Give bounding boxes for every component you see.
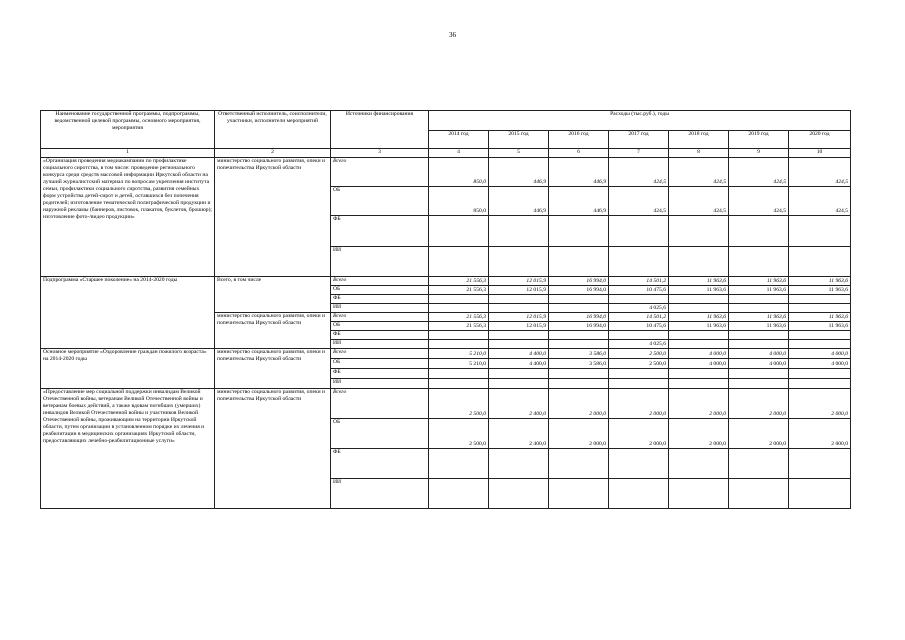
value-cell [669,379,729,389]
value-cell: 424,5 [729,158,789,187]
value-cell: 14 501,2 [609,313,669,322]
year-cell: 2017 год [609,131,669,149]
value-cell: 4 000,0 [669,349,729,359]
source-cell: ОБ [331,187,429,216]
value-cell: 2 000,0 [669,419,729,449]
year-cell: 2015 год [489,131,549,149]
expenses-table [40,110,851,509]
value-cell [489,331,549,340]
year-cell: 2016 год [549,131,609,149]
value-cell [789,479,851,509]
value-cell: 11 963,6 [729,277,789,286]
page-number: 36 [449,31,456,39]
program-name-cell: «Организация проведения медиакампании по профилактике социального сиротства, в том числе: проведение регионального конкурса среди средств массовой информации Иркутской области на лучший журналистский материал по вопросам укрепления института семьи, профилактики социального сиротства, развития семейных форм устройства детей-сирот и детей, оставшихся без попечения родителей; изготовление тематической полиграфической продукции и наружной рекламы (баннеров, листовок, плакатов, буклетов, брошюр); изготовление фото-/видео продукции» [41,158,215,277]
value-cell [729,479,789,509]
value-cell: 14 501,2 [609,277,669,286]
value-cell: 424,5 [609,187,669,216]
header-source: Источники финансирования [331,111,429,149]
value-cell: 2 000,0 [729,389,789,419]
value-cell: 12 015,9 [489,313,549,322]
value-cell [669,331,729,340]
value-cell [729,379,789,389]
value-cell [789,379,851,389]
value-cell [489,304,549,313]
value-cell: 2 000,0 [729,419,789,449]
value-cell [549,304,609,313]
value-cell: 21 556,3 [429,322,489,331]
value-cell [789,216,851,247]
value-cell [669,369,729,379]
value-cell: 446,9 [489,158,549,187]
value-cell [489,449,549,479]
value-cell [609,379,669,389]
value-cell: 424,5 [669,187,729,216]
value-cell [429,449,489,479]
col-number: 1 [41,149,215,158]
value-cell: 850,0 [429,158,489,187]
value-cell: 4 025,6 [609,304,669,313]
program-name-cell: «Предоставление мер социальной поддержки инвалидам Великой Отечественной войны, ветеранам Великой Отечественной войны и ветеранам боевых действий, а также вдовам погибших (умерших) инвалидов Великой Отечественной войны и участников Великой Отечественной войны, проживающим на территории Иркутской области, путем организации в установленном порядке их лечения и реабилитации в медицинских организациях Иркутской области, предоставляющих лечебно-реабилитационные услуги» [41,389,215,509]
value-cell [669,449,729,479]
source-cell: Всего [331,158,429,187]
value-cell [429,304,489,313]
value-cell: 3 586,0 [549,349,609,359]
value-cell [549,216,609,247]
value-cell: 2 000,0 [669,389,729,419]
value-cell: 11 963,6 [729,313,789,322]
value-cell [489,340,549,349]
source-cell: Всего [331,313,429,322]
value-cell [489,295,549,304]
value-cell [669,479,729,509]
value-cell [669,247,729,277]
value-cell [729,304,789,313]
header-expenses: Расходы (тыс.руб.), годы [429,111,851,131]
value-cell: 2 500,0 [429,389,489,419]
value-cell [789,340,851,349]
value-cell [429,331,489,340]
value-cell [789,304,851,313]
value-cell [549,479,609,509]
value-cell: 11 963,6 [789,286,851,295]
value-cell [729,340,789,349]
value-cell [729,216,789,247]
value-cell [789,331,851,340]
value-cell [729,449,789,479]
source-cell: ФБ [331,449,429,479]
value-cell [549,247,609,277]
source-cell: ИИ [331,340,429,349]
value-cell [729,331,789,340]
source-cell: ФБ [331,295,429,304]
value-cell: 16 994,0 [549,313,609,322]
col-number: 4 [429,149,489,158]
value-cell: 21 556,3 [429,286,489,295]
value-cell [669,295,729,304]
value-cell: 446,9 [489,187,549,216]
value-cell [429,340,489,349]
value-cell [609,479,669,509]
value-cell: 12 015,9 [489,286,549,295]
value-cell: 11 963,6 [729,286,789,295]
col-number: 6 [549,149,609,158]
source-cell: ФБ [331,331,429,340]
executor-cell: министерство социального развития, опеки и попечительства Иркутской области [215,158,331,277]
value-cell: 850,0 [429,187,489,216]
source-cell: Всего [331,349,429,359]
value-cell [489,479,549,509]
year-cell: 2018 год [669,131,729,149]
value-cell [729,369,789,379]
value-cell [429,295,489,304]
value-cell: 2 500,0 [609,349,669,359]
program-name-cell: Подпрограмма «Старшее поколение» на 2014-2020 годы [41,277,215,349]
col-number: 9 [729,149,789,158]
value-cell: 424,5 [789,158,851,187]
value-cell: 4 000,0 [729,349,789,359]
executor-cell: министерство социального развития, опеки и попечительства Иркутской области [215,349,331,389]
value-cell: 4 000,0 [669,359,729,369]
value-cell [789,247,851,277]
value-cell [609,247,669,277]
value-cell [669,216,729,247]
value-cell: 10 475,6 [609,322,669,331]
value-cell: 10 475,6 [609,286,669,295]
value-cell: 11 963,6 [669,277,729,286]
source-cell: ИИ [331,304,429,313]
value-cell [789,369,851,379]
col-number: 2 [215,149,331,158]
value-cell: 11 963,6 [789,313,851,322]
executor-cell: Всего, в том числе [215,277,331,313]
year-cell: 2020 год [789,131,851,149]
executor-cell: министерство социального развития, опеки и попечительства Иркутской области [215,389,331,509]
source-cell: Всего [331,277,429,286]
source-cell: ИИ [331,479,429,509]
table-row [41,349,851,359]
value-cell: 4 400,0 [489,359,549,369]
value-cell: 3 586,0 [549,359,609,369]
value-cell [789,449,851,479]
value-cell: 2 500,0 [609,359,669,369]
value-cell [429,379,489,389]
value-cell [549,340,609,349]
value-cell [669,340,729,349]
value-cell: 424,5 [729,187,789,216]
value-cell [489,369,549,379]
header-name: Наименование государственной программы, подпрограммы, ведомственной целевой программы, основного мероприятия, мероприятия [41,111,215,149]
value-cell: 2 000,0 [609,419,669,449]
value-cell: 2 000,0 [609,389,669,419]
year-cell: 2014 год [429,131,489,149]
value-cell [729,247,789,277]
value-cell: 5 210,0 [429,359,489,369]
table-row [41,389,851,419]
value-cell [429,216,489,247]
value-cell: 2 000,0 [789,389,851,419]
executor-cell: министерство социального развития, опеки и попечительства Иркутской области [215,313,331,349]
value-cell: 2 400,0 [489,389,549,419]
value-cell: 11 963,6 [669,286,729,295]
value-cell: 11 963,6 [789,277,851,286]
value-cell: 2 000,0 [789,419,851,449]
value-cell [609,216,669,247]
value-cell [489,247,549,277]
value-cell: 2 000,0 [549,389,609,419]
value-cell [609,449,669,479]
value-cell: 12 015,9 [489,322,549,331]
col-number: 3 [331,149,429,158]
col-number: 7 [609,149,669,158]
value-cell: 12 015,9 [489,277,549,286]
col-number: 10 [789,149,851,158]
value-cell: 21 556,3 [429,313,489,322]
value-cell: 424,5 [789,187,851,216]
value-cell [729,295,789,304]
value-cell [489,216,549,247]
column-number-row [41,149,851,158]
source-cell: ФБ [331,216,429,247]
value-cell [549,295,609,304]
value-cell: 4 025,6 [609,340,669,349]
value-cell: 16 994,0 [549,286,609,295]
source-cell: ИИ [331,379,429,389]
value-cell [429,479,489,509]
source-cell: ОБ [331,286,429,295]
value-cell: 4 000,0 [789,359,851,369]
value-cell [549,331,609,340]
value-cell [609,295,669,304]
value-cell: 2 400,0 [489,419,549,449]
value-cell: 424,5 [609,158,669,187]
value-cell: 2 000,0 [549,419,609,449]
value-cell [789,295,851,304]
value-cell [549,379,609,389]
program-name-cell: Основное мероприятие «Оздоровление граждан пожилого возраста» на 2014-2020 годы [41,349,215,389]
value-cell [549,449,609,479]
value-cell [609,331,669,340]
value-cell [549,369,609,379]
value-cell: 11 963,6 [669,313,729,322]
source-cell: ОБ [331,419,429,449]
value-cell [609,369,669,379]
value-cell: 446,9 [549,158,609,187]
value-cell: 2 500,0 [429,419,489,449]
value-cell: 424,5 [669,158,729,187]
source-cell: ФБ [331,369,429,379]
value-cell [669,304,729,313]
value-cell: 21 556,3 [429,277,489,286]
value-cell: 16 994,0 [549,277,609,286]
value-cell: 4 400,0 [489,349,549,359]
value-cell: 5 210,0 [429,349,489,359]
value-cell [429,247,489,277]
value-cell: 11 963,6 [729,322,789,331]
value-cell [489,379,549,389]
source-cell: ИИ [331,247,429,277]
header-executor: Ответственный исполнитель, соисполнители, участники, исполнители мероприятий [215,111,331,149]
source-cell: ОБ [331,359,429,369]
value-cell: 446,9 [549,187,609,216]
col-number: 8 [669,149,729,158]
value-cell [429,369,489,379]
table-row [41,277,851,286]
value-cell: 4 000,0 [729,359,789,369]
value-cell: 4 000,0 [789,349,851,359]
source-cell: Всего [331,389,429,419]
col-number: 5 [489,149,549,158]
year-cell: 2019 год [729,131,789,149]
value-cell: 16 994,0 [549,322,609,331]
value-cell: 11 963,6 [789,322,851,331]
table-row [41,158,851,187]
value-cell: 11 963,6 [669,322,729,331]
source-cell: ОБ [331,322,429,331]
